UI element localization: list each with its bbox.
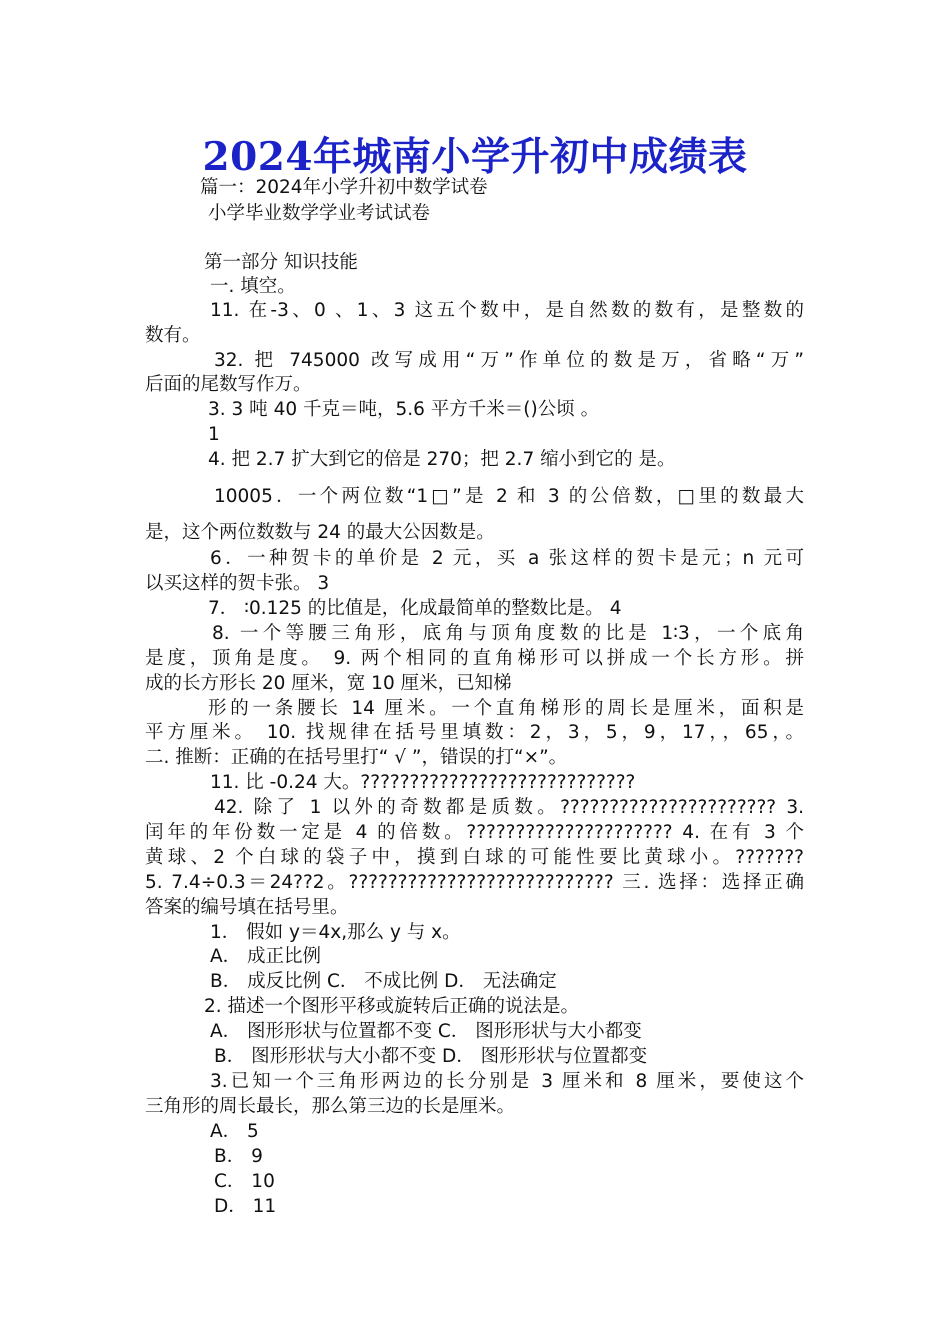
text-line: 数有。 xyxy=(145,325,201,346)
text-line: 第一部分 知识技能 xyxy=(204,252,358,273)
text-line: 32. 把 745000 改写成用“万”作单位的数是万，省略“万” xyxy=(214,350,804,371)
text-line: A． 图形形状与位置都不变 C． 图形形状与大小都变 xyxy=(210,1021,642,1042)
text-line: 11. 比 -0.24 大。???????????????????????????? xyxy=(210,772,636,793)
text-line: 1． 假如 y＝4x,那么 y 与 x。 xyxy=(210,922,461,943)
text-line: B． 图形形状与大小都不变 D． 图形形状与位置都变 xyxy=(214,1046,648,1067)
text-line: 是，这个两位数数与 24 的最大公因数是。 xyxy=(145,522,495,543)
text-line: B． 成反比例 C． 不成比例 D． 无法确定 xyxy=(210,971,557,992)
text-line: 5. 7.4÷0.3＝24??2。??????????????????????????? 三. 选择：选择正确 xyxy=(145,872,804,893)
text-line: 三角形的周长最长，那么第三边的长是厘米。 xyxy=(145,1096,516,1117)
text-line: 一. 填空。 xyxy=(210,276,296,297)
text-line: 2. 描述一个图形平移或旋转后正确的说法是。 xyxy=(204,996,580,1017)
text-line: 3.已知一个三角形两边的长分别是 3 厘米和 8 厘米，要使这个 xyxy=(210,1071,804,1092)
text-line: 平方厘米。 10. 找规律在括号里填数：2，3，5，9，17，，65，。 xyxy=(145,722,804,743)
text-line: 闰年的年份数一定是 4 的倍数。????????????????????? 4. 在有 3 个 xyxy=(145,822,804,843)
text-line: 以买这样的贺卡张。 3 xyxy=(145,573,330,594)
text-line: B． 9 xyxy=(214,1146,263,1167)
text-line: 成的长方形长 20 厘米，宽 10 厘米，已知梯 xyxy=(145,673,512,694)
text-line: 7． ∶0.125 的比值是，化成最简单的整数比是。 4 xyxy=(208,598,622,619)
text-line: D． 11 xyxy=(214,1196,277,1217)
text-line: 42. 除了 1 以外的奇数都是质数。?????????????????????? 3. xyxy=(214,797,804,818)
text-line: 8. 一个等腰三角形，底角与顶角度数的比是 1∶3，一个底角 xyxy=(212,623,804,644)
text-line: 是度，顶角是度。 9. 两个相同的直角梯形可以拼成一个长方形。拼 xyxy=(145,648,804,669)
text-line: 11. 在-3、0 、1、3 这五个数中，是自然数的数有，是整数的 xyxy=(210,300,804,321)
document-title: 2024年城南小学升初中成绩表 xyxy=(202,134,748,180)
text-line: 3. 3 吨 40 千克＝吨，5.6 平方千米＝()公顷 。 xyxy=(208,399,600,420)
text-line: 小学毕业数学学业考试试卷 xyxy=(208,203,431,224)
text-line: 后面的尾数写作万。 xyxy=(145,374,312,395)
text-line: A． 成正比例 xyxy=(210,946,322,967)
text-line: A． 5 xyxy=(210,1121,259,1142)
text-line: 10005．一个两位数“1□”是 2 和 3 的公倍数，□里的数最大 xyxy=(214,486,804,507)
text-line: 篇一：2024年小学升初中数学试卷 xyxy=(200,177,488,198)
text-line: 黄球、2 个白球的袋子中，摸到白球的可能性要比黄球小。??????? xyxy=(145,847,804,868)
text-line: 形的一条腰长 14 厘米。一个直角梯形的周长是厘米，面积是 xyxy=(208,698,804,719)
text-line: 6．一种贺卡的单价是 2 元，买 a 张这样的贺卡是元；n 元可 xyxy=(210,548,804,569)
text-line: 答案的编号填在括号里。 xyxy=(145,897,349,918)
text-line: C． 10 xyxy=(214,1171,275,1192)
text-line: 1 xyxy=(208,424,220,445)
text-line: 4. 把 2.7 扩大到它的倍是 270；把 2.7 缩小到它的 是。 xyxy=(208,449,676,470)
text-line: 二. 推断：正确的在括号里打“ √ ”，错误的打“×”。 xyxy=(145,747,568,768)
